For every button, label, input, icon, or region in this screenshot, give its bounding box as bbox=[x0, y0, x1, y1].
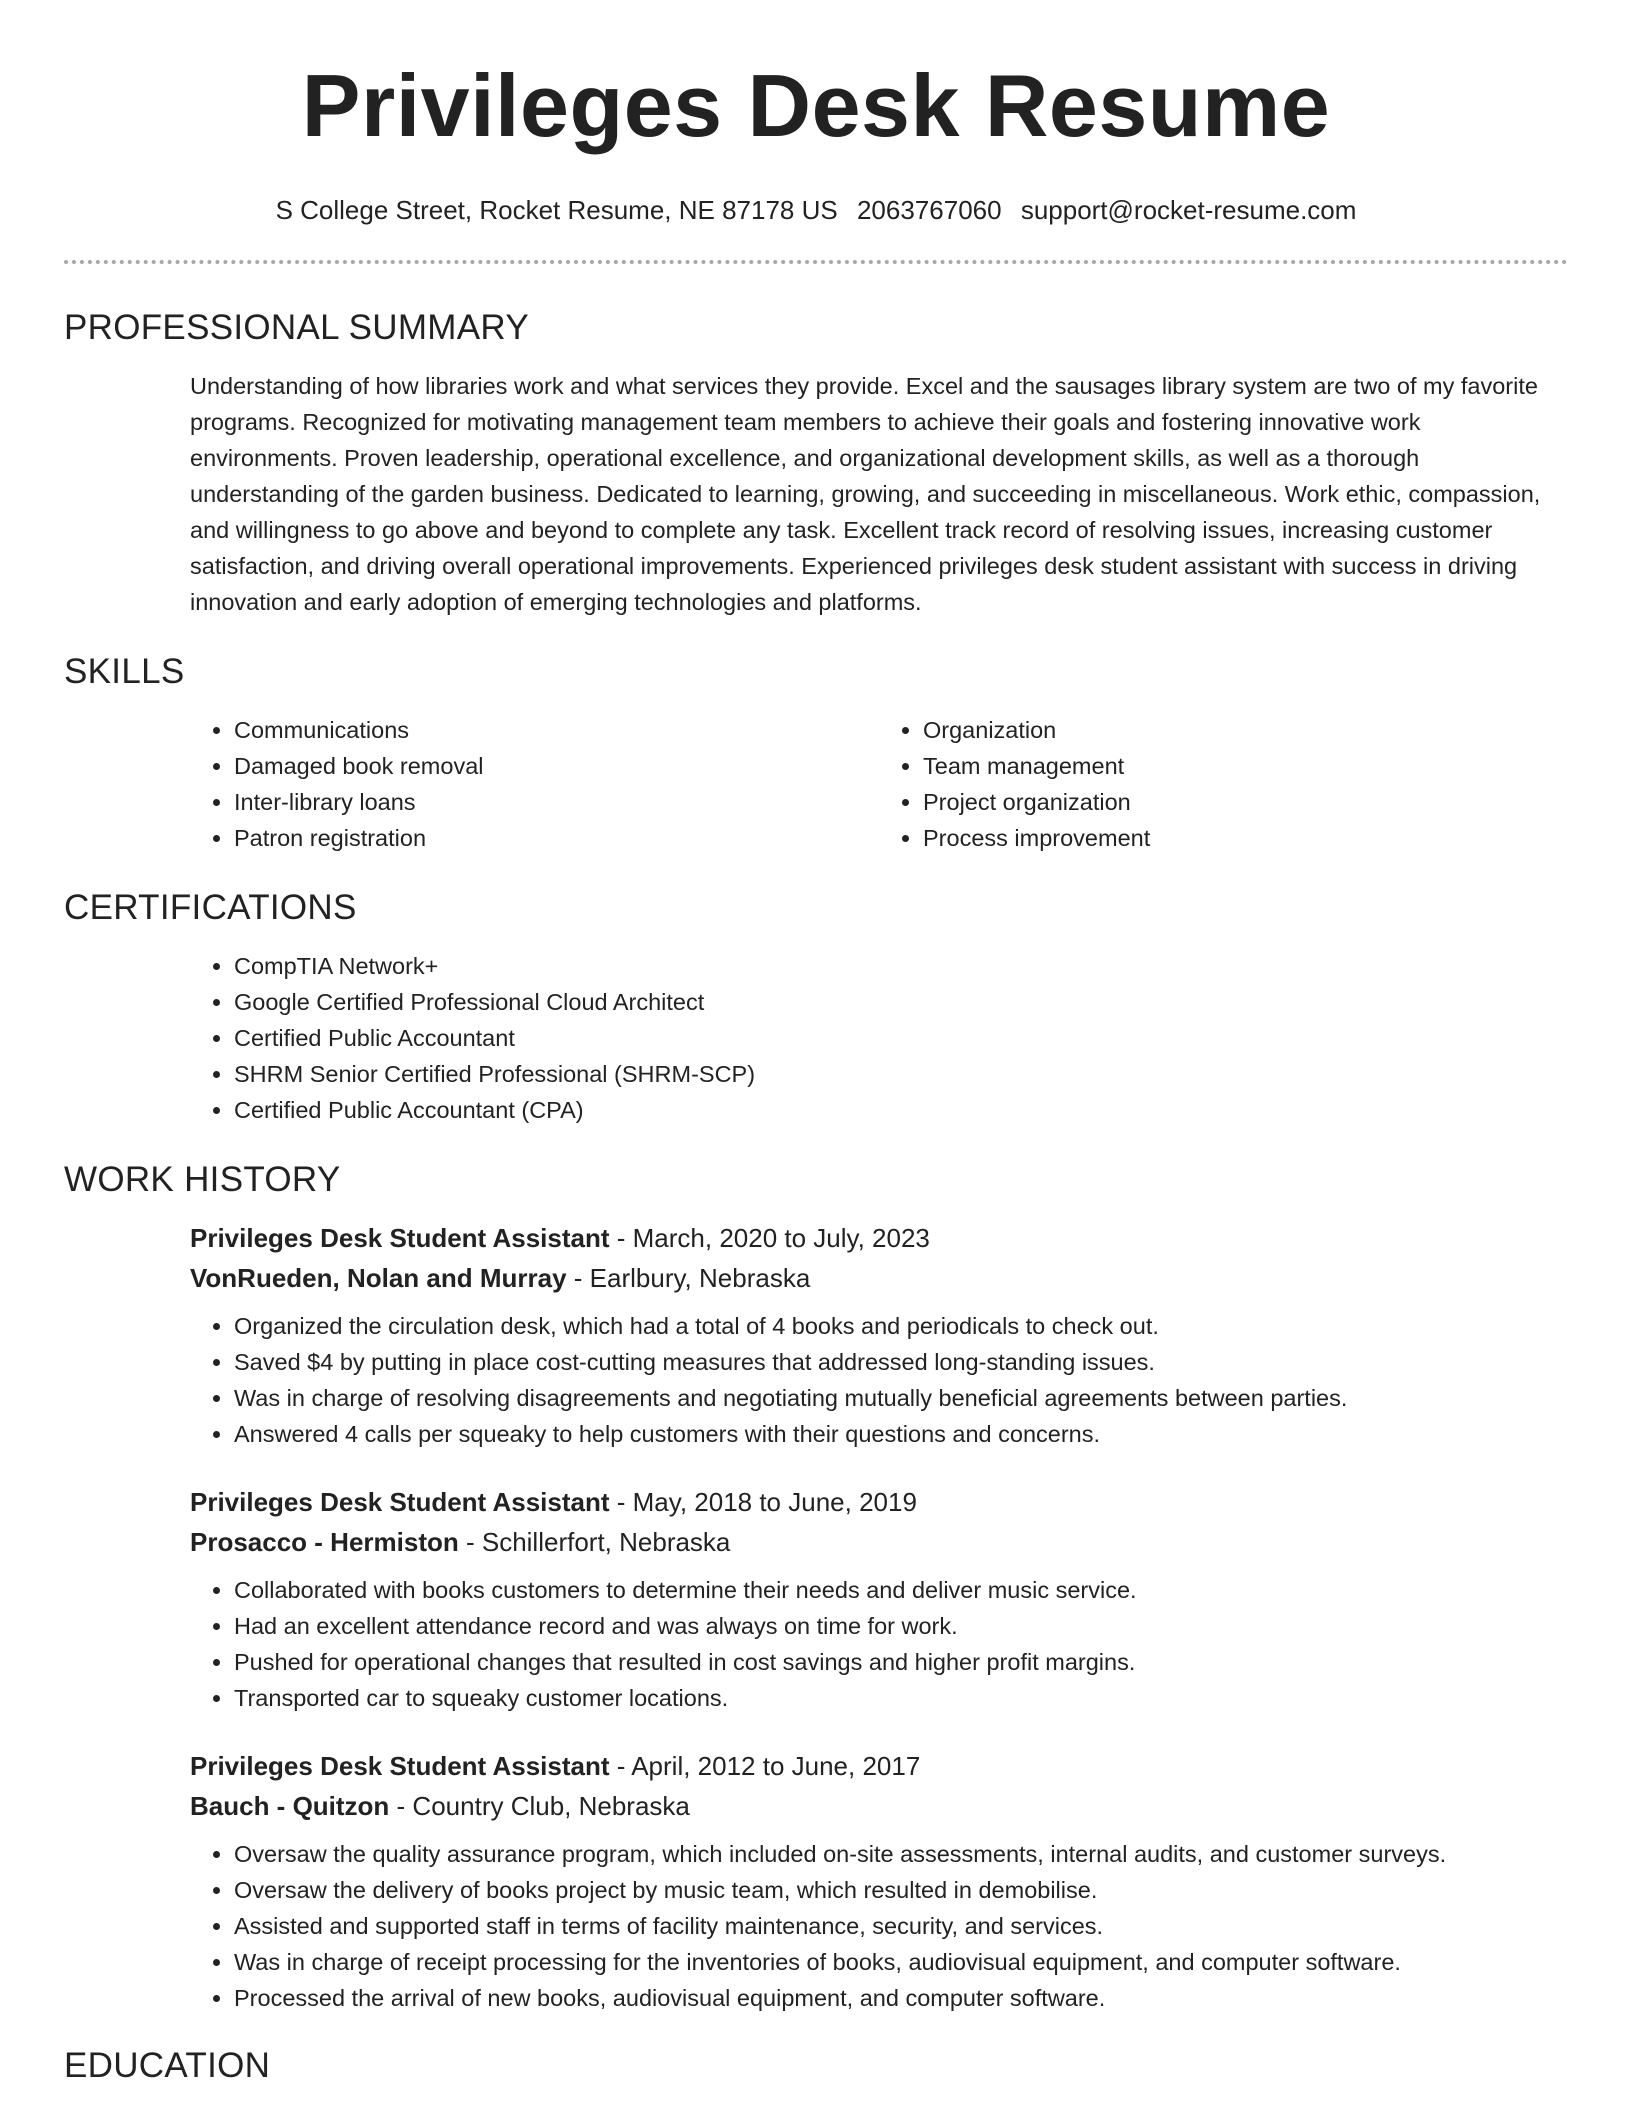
certifications-body bbox=[64, 948, 1568, 1128]
job-bullet: • Was in charge of receipt processing for the inventories of books, audiovisual equipment, and computer software. bbox=[234, 1944, 1568, 1980]
job-role: Privileges Desk Student Assistant bbox=[190, 1487, 610, 1517]
contact-line bbox=[0, 194, 1632, 226]
job-title-line bbox=[190, 1746, 1568, 1786]
header-divider bbox=[64, 260, 1568, 264]
job-bullet: • Processed the arrival of new books, audiovisual equipment, and computer software. bbox=[234, 1980, 1568, 2016]
summary-section bbox=[0, 308, 1632, 620]
resume-title: Privileges Desk Resume bbox=[301, 56, 1331, 155]
job-bullet: • Had an excellent attendance record and was always on time for work. bbox=[234, 1608, 1568, 1644]
certification-item: • SHRM Senior Certified Professional (SHRM-SCP) bbox=[234, 1056, 1568, 1092]
skills-section bbox=[0, 652, 1632, 856]
job-bullet: • Oversaw the delivery of books project by music team, which resulted in demobilise. bbox=[234, 1872, 1568, 1908]
certifications-section bbox=[0, 888, 1632, 1128]
job-location: - Earlbury, Nebraska bbox=[566, 1263, 811, 1293]
job-dates: - April, 2012 to June, 2017 bbox=[609, 1751, 921, 1781]
skill-item: • Process improvement bbox=[923, 820, 1568, 856]
skill-item: • Patron registration bbox=[234, 820, 879, 856]
job-bullet: • Answered 4 calls per squeaky to help customers with their questions and concerns. bbox=[234, 1416, 1568, 1452]
certification-item: • Certified Public Accountant (CPA) bbox=[234, 1092, 1568, 1128]
job-bullet: • Pushed for operational changes that resulted in cost savings and higher profit margins. bbox=[234, 1644, 1568, 1680]
skills-grid bbox=[190, 712, 1568, 856]
job-bullet: • Organized the circulation desk, which had a total of 4 books and periodicals to check out. bbox=[234, 1308, 1568, 1344]
job-entry bbox=[64, 1482, 1568, 1716]
job-dates: - March, 2020 to July, 2023 bbox=[609, 1223, 930, 1253]
resume-header bbox=[0, 0, 1632, 226]
job-location: - Country Club, Nebraska bbox=[389, 1791, 690, 1821]
job-bullet: • Transported car to squeaky customer locations. bbox=[234, 1680, 1568, 1716]
skill-item: • Communications bbox=[234, 712, 879, 748]
summary-body bbox=[64, 368, 1568, 620]
job-bullet: • Was in charge of resolving disagreements and negotiating mutually beneficial agreements between parties. bbox=[234, 1380, 1568, 1416]
job-company-line bbox=[190, 1522, 1568, 1562]
contact-phone: 2063767060 bbox=[856, 195, 1002, 225]
job-title-line bbox=[190, 1482, 1568, 1522]
contact-address: S College Street, Rocket Resume, NE 87178 US bbox=[275, 195, 838, 225]
job-bullet: • Saved $4 by putting in place cost-cutting measures that addressed long-standing issues. bbox=[234, 1344, 1568, 1380]
job-company: Prosacco - Hermiston bbox=[190, 1527, 459, 1557]
certifications-heading: CERTIFICATIONS bbox=[64, 888, 357, 927]
job-bullet: • Oversaw the quality assurance program, which included on-site assessments, internal audits, and customer surveys. bbox=[234, 1836, 1568, 1872]
summary-heading: PROFESSIONAL SUMMARY bbox=[64, 308, 529, 347]
skills-list-right bbox=[879, 712, 1568, 856]
skill-item: • Team management bbox=[923, 748, 1568, 784]
job-bullet: • Collaborated with books customers to determine their needs and deliver music service. bbox=[234, 1572, 1568, 1608]
certification-item: • Google Certified Professional Cloud Architect bbox=[234, 984, 1568, 1020]
summary-text: Understanding of how libraries work and what services they provide. Excel and the sausages library system are two of my favorite programs. Recognized for motivating management team members to achieve their goals and fostering innovative work environments. Proven leadership, operational excellence, and organizational development skills, as well as a thorough understanding of the garden business. Dedicated to learning, growing, and succeeding in miscellaneous. Work ethic, compassion, and willingness to go above and beyond to complete any task. Excellent track record of resolving issues, increasing customer satisfaction, and driving overall operational improvements. Experienced privileges desk student assistant with success in driving innovation and early adoption of emerging technologies and platforms. bbox=[190, 373, 1541, 615]
certification-item: • CompTIA Network+ bbox=[234, 948, 1568, 984]
job-company: Bauch - Quitzon bbox=[190, 1791, 390, 1821]
job-title-line bbox=[190, 1218, 1568, 1258]
job-bullets bbox=[190, 1572, 1568, 1716]
work-history-heading: WORK HISTORY bbox=[64, 1160, 341, 1199]
job-entry bbox=[64, 1746, 1568, 2016]
certifications-list bbox=[190, 948, 1568, 1128]
skill-item: • Damaged book removal bbox=[234, 748, 879, 784]
job-location: - Schillerfort, Nebraska bbox=[458, 1527, 731, 1557]
contact-email: support@rocket-resume.com bbox=[1020, 195, 1357, 225]
skill-item: • Project organization bbox=[923, 784, 1568, 820]
job-dates: - May, 2018 to June, 2019 bbox=[609, 1487, 917, 1517]
work-history-section bbox=[0, 1160, 1632, 2016]
skills-heading: SKILLS bbox=[64, 652, 185, 691]
job-role: Privileges Desk Student Assistant bbox=[190, 1223, 610, 1253]
job-bullets bbox=[190, 1836, 1568, 2016]
job-company-line bbox=[190, 1786, 1568, 1826]
education-heading: EDUCATION bbox=[64, 2046, 271, 2085]
skill-item: • Organization bbox=[923, 712, 1568, 748]
certification-item: • Certified Public Accountant bbox=[234, 1020, 1568, 1056]
education-section bbox=[0, 2046, 1632, 2086]
job-company-line bbox=[190, 1258, 1568, 1298]
job-bullet: • Assisted and supported staff in terms of facility maintenance, security, and services. bbox=[234, 1908, 1568, 1944]
job-company: VonRueden, Nolan and Murray bbox=[190, 1263, 567, 1293]
job-role: Privileges Desk Student Assistant bbox=[190, 1751, 610, 1781]
job-entry bbox=[64, 1218, 1568, 1452]
skill-item: • Inter-library loans bbox=[234, 784, 879, 820]
job-bullets bbox=[190, 1308, 1568, 1452]
skills-body bbox=[64, 712, 1568, 856]
skills-list-left bbox=[190, 712, 879, 856]
